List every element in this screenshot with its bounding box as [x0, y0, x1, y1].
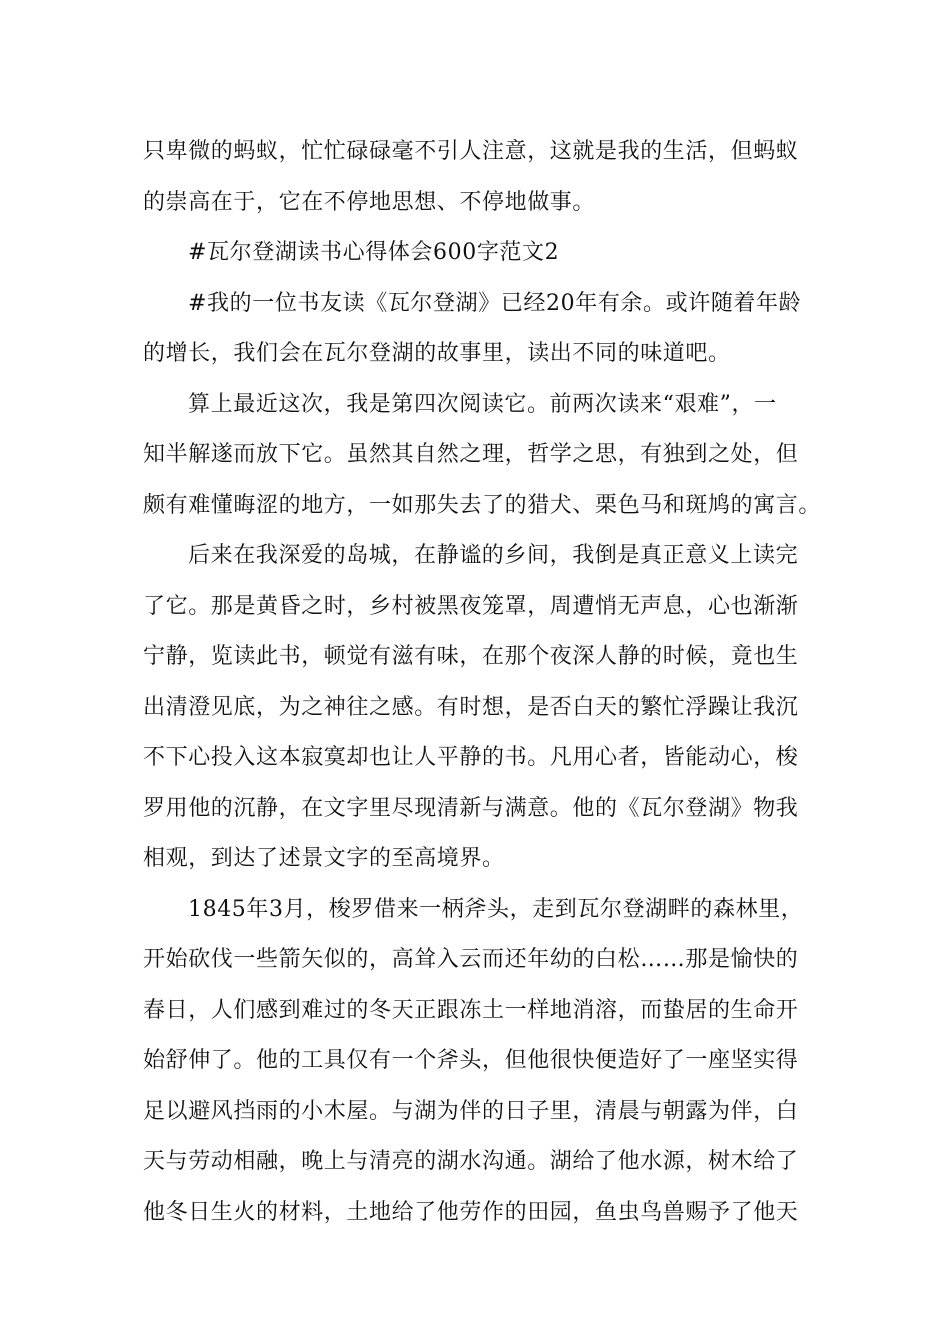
text-line: 相观，到达了述景文字的至高境界。 [143, 846, 505, 871]
text-line: 天与劳动相融，晚上与清亮的湖水沟通。湖给了他水源，树木给了 [143, 1149, 799, 1174]
text-line: 知半解遂而放下它。虽然其自然之理，哲学之思，有独到之处，但 [143, 442, 799, 467]
text-line: 算上最近这次，我是第四次阅读它。前两次读来“艰难”，一 [188, 391, 777, 417]
text-line: 春日，人们感到难过的冬天正跟冻土一样地消溶，而蛰居的生命开 [143, 997, 799, 1023]
text-line: 的增长，我们会在瓦尔登湖的故事里，读出不同的味道吧。 [143, 341, 731, 366]
section-heading: #瓦尔登湖读书心得体会600字范文2 [188, 240, 560, 265]
text-line: 出清澄见底，为之神往之感。有时想，是否白天的繁忙浮躁让我沉 [143, 694, 799, 720]
text-line: 开始砍伐一些箭矢似的，高耸入云而还年幼的白松……那是愉快的 [143, 947, 799, 972]
text-line: 只卑微的蚂蚁，忙忙碌碌毫不引人注意，这就是我的生活，但蚂蚁 [143, 139, 799, 164]
text-line: 他冬日生火的材料，土地给了他劳作的田园，鱼虫鸟兽赐予了他天 [143, 1199, 799, 1225]
text-line: #我的一位书友读《瓦尔登湖》已经20年有余。或许随着年龄 [188, 290, 802, 316]
text-line: 颇有难懂晦涩的地方，一如那失去了的猎犬、栗色马和斑鸠的寓言。 [143, 492, 822, 518]
text-line: 不下心投入这本寂寞却也让人平静的书。凡用心者，皆能动心，梭 [143, 745, 799, 770]
text-line: 1845年3月，梭罗借来一柄斧头，走到瓦尔登湖畔的森林里， [188, 896, 804, 922]
text-line: 足以避风挡雨的小木屋。与湖为伴的日子里，清晨与朝露为伴，白 [143, 1098, 799, 1124]
text-line: 了它。那是黄昏之时，乡村被黑夜笼罩，周遭悄无声息，心也渐渐 [143, 593, 799, 619]
text-line: 的崇高在于，它在不停地思想、不停地做事。 [143, 189, 596, 215]
text-line: 宁静，览读此书，顿觉有滋有味，在那个夜深人静的时候，竟也生 [143, 644, 799, 669]
body-text [143, 127, 822, 1238]
text-line: 罗用他的沉静，在文字里尽现清新与满意。他的《瓦尔登湖》物我 [143, 795, 799, 821]
text-line: 始舒伸了。他的工具仅有一个斧头，但他很快便造好了一座坚实得 [143, 1048, 799, 1073]
text-line: 后来在我深爱的岛城，在静谧的乡间，我倒是真正意义上读完 [188, 543, 799, 568]
